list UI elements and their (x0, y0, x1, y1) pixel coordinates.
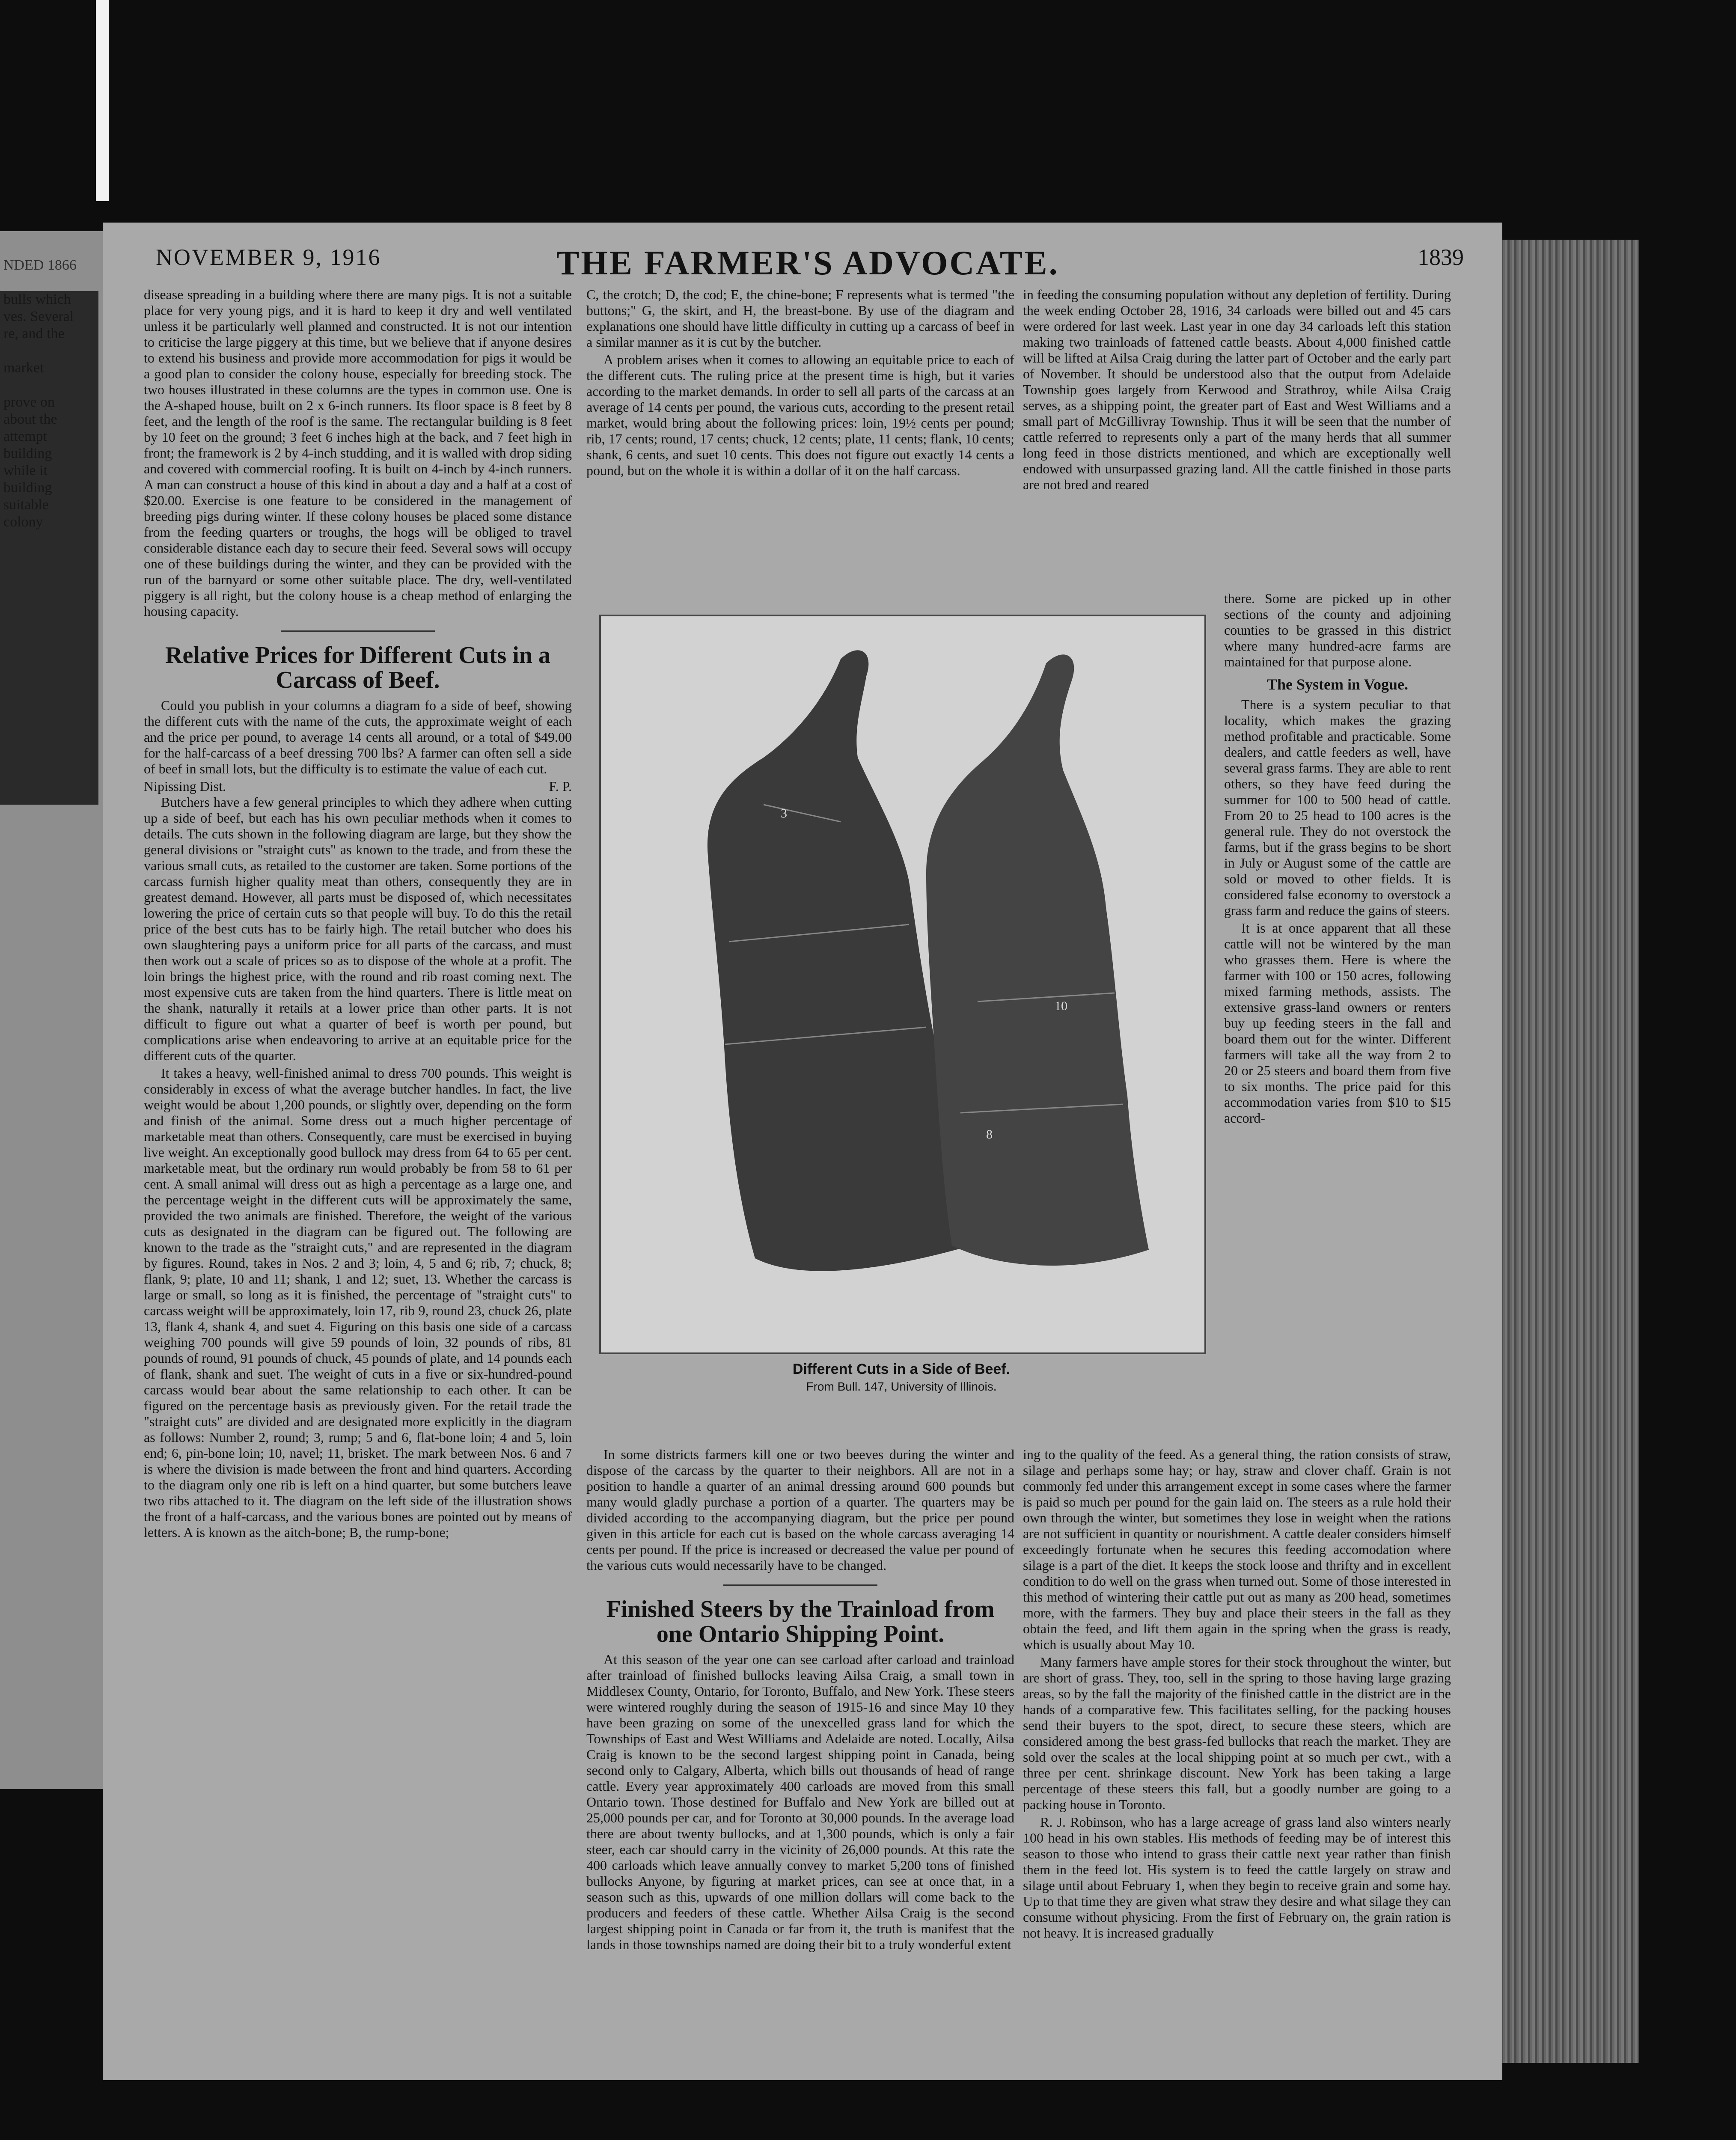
column-3-top (1023, 287, 1451, 494)
svg-text:8: 8 (986, 1127, 993, 1141)
section-rule-2 (723, 1584, 877, 1586)
svg-text:10: 10 (1055, 999, 1067, 1013)
feed-paragraph-2: Many farmers have ample stores for their stock throughout the winter, but are short of grass. They, too, sell in the spring to those having large grazing areas, so by the fall the majority of the finished cattle in the district are in the hands of a comparative few. This facilitates selling, for the packing houses send their buyers to the spot, direct, to secure these steers, which are considered among the best grass-fed bullocks that reach the market. They are sold over the scales at the local shipping point at so much per cwt., with a three per cent. shrinkage discount. New York has been taking a large percentage of these steers this fall, but a goodly number are going to a packing house in Toronto. (1023, 1654, 1451, 1812)
column-3-narrow (1224, 591, 1451, 1128)
subheading-system-in-vogue: The System in Vogue. (1266, 676, 1409, 693)
svg-text:3: 3 (781, 806, 787, 820)
letter-signature (144, 779, 572, 794)
beef-paragraph-2: It takes a heavy, well-finished animal to dress 700 pounds. This weight is considerably in excess of what the average butcher handles. In fact, the live weight would be about 1,200 pounds, or slightly over, depending on the form and finish of the animal. Some dress out a much higher percentage of marketable meat than others. Consequently, care must be exercised in buying live weight. An exceptionally good bullock may dress from 64 to 65 per cent. marketable meat, but the ordinary run would probably be from 58 to 61 per cent. A small animal will dress out as high a percentage as a large one, and the percentage weight in the different cuts will be approximately the same, provided the two animals are finished. Therefore, the weight of the various cuts as designated in the diagram can be figured out. The following are known to the trade as the "straight cuts," and are represented in the diagram by figures. Round, takes in Nos. 2 and 3; loin, 4, 5 and 6; rib, 7; chuck, 8; flank, 9; plate, 10 and 11; shank, 1 and 12; suet, 13. Whether the carcass is large or small, so long as it is finished, the percentage of "straight cuts" to carcass weight will be approximately, loin 17, rib 9, round 23, chuck 26, plate 13, flank 4, shank 4, and suet 4. Figuring on this basis one side of a carcass weighing 700 pounds will give 59 pounds of loin, 32 pounds of ribs, 81 pounds of round, 91 pounds of chuck, 45 pounds of plate, and 14 pounds each of flank, shank and suet. The weight of cuts in a five or six-hundred-pound carcass would bear about the same relationship to each other. It can be figured on the percentage basis as previously given. For the retail trade the "straight cuts" are divided and are designated more explicitly in the diagram as follows: Number 2, round; 3, rump; 5 and 6, flat-bone loin; 4 and 5, loin end; 6, pin-bone loin; 10, navel; 11, brisket. The mark between Nos. 6 and 7 is where the division is made between the front and hind quarters. According to the diagram only one rib is left on a hind quarter, but some butchers leave two ribs attached to it. The diagram on the left side of the illustration shows the front of a half-carcass, and the various bones are pointed out by means of letters. A is known as the aitch-bone; B, the rump-bone; (144, 1065, 572, 1540)
beef-paragraph-4: A problem arises when it comes to allowing an equitable price to each of the different cuts. The ruling price at the present time is high, but it varies according to the market demands. In order to sell all parts of the carcass at an average of 14 cents per pound, the various cuts, according to the present retail market, would bring about the following prices: loin, 19½ cents per pound; rib, 17 cents; round, 17 cents; chuck, 12 cents; plate, 11 cents; flank, 10 cents; shank, 6 cents, and suet 10 cents. This does not figure out exactly 14 cents a pound, but on the whole it is within a dollar of it on the half carcass. (586, 352, 1014, 478)
article-heading-finished-steers: Finished Steers by the Trainload from one Ontario Shipping Point. (606, 1596, 995, 1647)
steers-paragraph-there: there. Some are picked up in other sections of the county and adjoining counties to be grassed in this district where many hundred-acre farms are maintained for that purpose alone. (1224, 591, 1451, 669)
feed-paragraph-1: ing to the quality of the feed. As a general thing, the ration consists of straw, silage and perhaps some hay; or hay, straw and clover chaff. Grain is not commonly fed under this arrangement except in some cases where the farmer is paid so much per pound for the gain laid on. The steers as a rule hold their own through the winter, but sometimes they lose in weight when the rations are not sufficient in quantity or nourishment. A cattle dealer considers himself exceedingly fortunate when he secures this feeding accomodation where silage is a part of the diet. It keeps the stock loose and thrifty and in excellent condition to do well on the grass when turned out. Some of those interested in this method of wintering their cattle put out as many as 200 head, sometimes more, with the farmers. They buy and place their steers in the fall as they obtain the feed, and lift them again in the spring when the grass is ready, which is usually about May 10. (1023, 1447, 1451, 1652)
steers-paragraph-continued: in feeding the consuming population without any depletion of fertility. During the week ending October 28, 1916, 34 carloads were billed out and 45 cars were ordered for last week. Last year in one day 34 carloads left this station making two trainloads of fattened cattle beasts. About 4,000 finished cattle will be lifted at Ailsa Craig during the latter part of October and the early part of November. It should be understood also that the output from Adelaide Township goes largely from Kerwood and Strathroy, while Ailsa Craig serves, as a shipping point, the greater part of East and West Williams and a small part of McGillivray Township. Thus it will be seen that the number of cattle referred to represents only a part of the many herds that all summer long feed in those districts mentioned, and which are exceptionally well endowed with unsurpassed grazing land. All the cattle finished in those parts are not bred and reared (1023, 287, 1451, 492)
newspaper-page (103, 223, 1502, 2080)
column-3-bottom (1023, 1447, 1451, 1943)
letter-place: Nipissing Dist. (144, 779, 226, 794)
beef-diagram-figure (589, 608, 1214, 1438)
adjacent-page-edge (0, 231, 105, 1789)
robinson-paragraph: R. J. Robinson, who has a large acreage of grass land also winters nearly 100 head in his own stables. His methods of feeding may be of interest this season to those who intend to grass their cattle next year rather than finish them in the feed lot. His system is to feed the cattle largely on straw and silage until about February 1, when they begin to receive grain and some hay. Up to that time they are given what straw they desire and what silage they can consume without physicing. From the first of February on, the grain ration is not heavy. It is increased gradually (1023, 1814, 1451, 1941)
film-mark-top (96, 0, 109, 201)
column-2-top (586, 287, 1014, 480)
letter-initials: F. P. (549, 779, 572, 794)
beef-paragraph-1: Butchers have a few general principles to which they adhere when cutting up a side of beef, but each has his own peculiar methods when it comes to details. The cuts shown in the following diagram are large, but they show the general divisions or "straight cuts" as known to the trade, and from these the various small cuts, as retailed to the customer are taken. Some portions of the carcass furnish higher quality meat than others, consequently they are in greatest demand. However, all parts must be disposed of, which necessitates lowering the price of certain cuts so that people will buy. To do this the retail price of the best cuts has to be fairly high. The retail butcher who does his own slaughtering pays a uniform price for all parts of the carcass, and must then work out a scale of prices so as to dispose of the whole at a profit. The loin brings the highest price, with the round and rib roast coming next. The most expensive cuts are taken from the hind quarters. There is little meat on the shank, naturally it retails at a lower price than other parts. It is not difficult to figure out what a quarter of beef is worth per pound, but complications arise when endeavoring to arrive at an equitable price for the different cuts of the quarter. (144, 794, 572, 1063)
reader-letter: Could you publish in your columns a diagram fo a side of beef, showing the different cuts with the name of the cuts, the approximate weight of each and the price per pound, to average 14 cents all around, or a total of $49.00 for the half-carcass of a beef dressing 700 lbs? A farmer can often sell a side of beef in small lots, but the difficulty is to estimate the value of each cut. (144, 698, 572, 776)
figure-source: From Bull. 147, University of Illinois. (806, 1380, 997, 1393)
beef-sides-illustration (601, 616, 1204, 1352)
steers-paragraph-1: At this season of the year one can see carload after carload and trainload after trainload of finished bullocks leaving Ailsa Craig, a small town in Middlesex County, Ontario, for Toronto, Buffalo, and New York. These steers were wintered roughly during the season of 1915-16 and since May 10 they have been grazing on some of the unexcelled grass land for which the Townships of East and West Williams and Adelaide are noted. Locally, Ailsa Craig is known to be the second largest shipping point in Canada, being second only to Calgary, Alberta, which bills out thousands of head of range cattle. Every year approximately 400 carloads are moved from this small Ontario town. Those destined for Buffalo and New York are billed out at 25,000 pounds per car, and for Toronto at 30,000 pounds. In the average load there are about twenty bullocks, and at 1,300 pounds, which is only a fair steer, each car should carry in the vicinity of 26,000 pounds. At this rate the 400 carloads which leave annually convey to market 5,200 tons of finished bullocks Anyone, by figuring at market prices, can see at once that, in a season such as this, upwards of one million dollars will come back to the producers and feeders of these cattle. Whether Ailsa Craig is the second largest shipping point in Canada or far from it, the truth is manifest that the lands in those townships named are doing their bit to a truly wonderful extent (586, 1652, 1014, 1952)
article-heading-beef-cuts: Relative Prices for Different Cuts in a Carcass of Beef. (165, 642, 550, 693)
system-paragraph-1: There is a system peculiar to that locality, which makes the grazing method profitable and practicable. Some dealers, and cattle feeders as well, have several grass farms. They are able to rent others, so they have feed during the summer for 100 to 500 head of cattle. From 20 to 25 head to 100 acres is the general rule. They do not overstock the farms, but if the grass begins to be short in July or August some of the cattle are sold or moved to other fields. It is considered false economy to overstock a grass farm and reduce the gains of steers. (1224, 697, 1451, 918)
publication-title: THE FARMER'S ADVOCATE. (556, 244, 1059, 282)
section-rule (281, 630, 435, 632)
issue-date: NOVEMBER 9, 1916 (156, 244, 381, 270)
adjacent-page-text: NDED 1866 bulls which ves. Several re, and the market prove on about the attempt building while it building suitable colony (3, 257, 77, 530)
beef-paragraph-3: C, the crotch; D, the cod; E, the chine-bone; F represents what is termed "the buttons;" G, the skirt, and H, the breast-bone. By use of the diagram and explanations one should have little difficulty in cutting up a carcass of beef in a similar manner as it is cut by the butcher. (586, 287, 1014, 350)
column-2-bottom (586, 1447, 1014, 1954)
beef-carcass-photo (599, 615, 1206, 1354)
beef-paragraph-5: In some districts farmers kill one or two beeves during the winter and dispose of the carcass by the quarter to their neighbors. All are not in a position to handle a quarter of an animal dressing around 600 pounds but many would gladly purchase a portion of a quarter. The quarters may be divided according to the accompanying diagram, but the price per pound given in this article for each cut is based on the whole carcass averaging 14 cents per pound. If the price is increased or decreased the value per pound of the various cuts would necessarily have to be changed. (586, 1447, 1014, 1573)
system-paragraph-2: It is at once apparent that all these cattle will not be wintered by the man who grasses them. Here is where the farmer with 100 or 150 acres, following mixed farming methods, assists. The extensive grass-land owners or renters buy up feeding steers in the fall and board them out for the winter. Different farmers will take all the way from 2 to 20 or 25 steers and board them from five to six months. The price paid for this accommodation varies from $10 to $15 accord- (1224, 920, 1451, 1126)
colony-house-paragraph: disease spreading in a building where there are many pigs. It is not a suitable place for very young pigs, and it is hard to keep it dry and well ventilated unless it be particularly well planned and constructed. It is not our intention to criticise the large piggery at this time, but we believe that if anyone desires to extend his business and provide more accommodation for pigs it would be a good plan to consider the colony house, especially for breeding stock. The two houses illustrated in these columns are the types in common use. One is the A-shaped house, built on 2 x 6-inch runners. Its floor space is 8 feet by 8 feet, and the length of the roof is the same. The rectangular building is 8 feet by 10 feet on the ground; 3 feet 6 inches high at the back, and 7 feet high in front; the framework is 2 by 4-inch studding, and it is walled with drop siding and covered with commercial roofing. It is built on 4-inch by 4-inch runners. A man can construct a house of this kind in about a day and a half at a cost of $20.00. Exercise is one feature to be considered in the management of breeding pigs during winter. If these colony houses be placed some distance from the feeding quarters or troughs, the hogs will be obliged to travel considerable distance each day to secure their feed. Several sows will occupy one of these buildings during the winter, and they can be provided with the run of the barnyard or some other suitable place. The dry, well-ventilated piggery is all right, but the colony house is a cheap method of enlarging the housing capacity. (144, 287, 572, 619)
figure-caption: Different Cuts in a Side of Beef. (792, 1361, 1011, 1377)
page-number: 1839 (1418, 244, 1464, 270)
book-page-edges (1498, 240, 1639, 2063)
column-1 (144, 287, 572, 1542)
